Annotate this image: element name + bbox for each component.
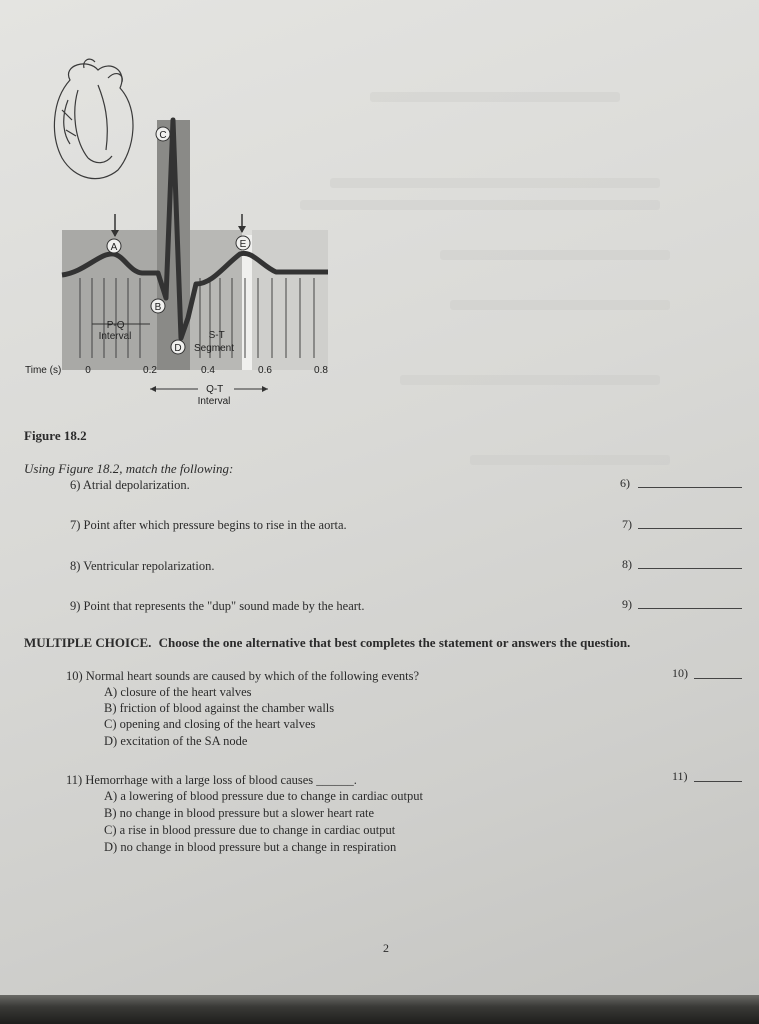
- q11-option-a: A) a lowering of blood pressure due to change in cardiac output: [104, 789, 423, 803]
- answer-blank-6[interactable]: [638, 487, 742, 488]
- qt-line1: Q-T: [206, 384, 224, 395]
- point-b-marker: [151, 299, 165, 313]
- bleed-through: [470, 455, 670, 465]
- question-7: 7) Point after which pressure begins to rise in the aorta.: [70, 518, 347, 532]
- bleed-through: [400, 375, 660, 385]
- st-line2: Segment: [193, 343, 235, 354]
- answer-number-11: 11): [672, 769, 688, 783]
- q11-option-d: D) no change in blood pressure but a change in respiration: [104, 840, 397, 854]
- point-e-label: E: [239, 239, 247, 250]
- answer-number-7: 7): [622, 517, 632, 531]
- qt-line2: Interval: [197, 396, 231, 407]
- bleed-through: [440, 250, 670, 260]
- pq-line2: Interval: [98, 331, 132, 342]
- q10-option-c: C) opening and closing of the heart valves: [104, 717, 316, 731]
- multiple-choice-heading: [24, 635, 630, 651]
- answer-blank-10[interactable]: [694, 678, 742, 679]
- question-8: 8) Ventricular repolarization.: [70, 559, 215, 573]
- point-d-label: D: [174, 343, 182, 354]
- point-b-label: B: [154, 302, 162, 313]
- answer-number-6: 6): [620, 476, 630, 490]
- time-tick: 0.8: [314, 365, 328, 376]
- time-tick: 0.2: [143, 365, 157, 376]
- q10-option-b: B) friction of blood against the chamber walls: [104, 701, 335, 715]
- qt-arrowhead-left: [150, 386, 156, 392]
- time-tick: 0.4: [201, 365, 215, 376]
- question-9: 9) Point that represents the "dup" sound made by the heart.: [70, 599, 365, 613]
- time-tick: 0: [85, 365, 91, 376]
- qt-interval-label: [198, 384, 231, 407]
- time-axis-label: Time (s): [25, 365, 62, 376]
- desk-surface: [0, 995, 759, 1024]
- point-a-label: A: [110, 242, 118, 253]
- bleed-through: [370, 92, 620, 102]
- q10-option-d: D) excitation of the SA node: [104, 734, 248, 748]
- bleed-through: [330, 178, 660, 188]
- mc-heading-title: MULTIPLE CHOICE.: [24, 635, 152, 650]
- figure-caption: Figure 18.2: [24, 428, 87, 443]
- bleed-through: [450, 300, 670, 310]
- question-11: 11) Hemorrhage with a large loss of blood causes ______.: [66, 773, 357, 787]
- heart-illustration: [54, 59, 133, 178]
- q10-option-a: A) closure of the heart valves: [104, 685, 252, 699]
- page-number: 2: [383, 941, 389, 955]
- q11-option-c: C) a rise in blood pressure due to change in cardiac output: [104, 823, 396, 837]
- question-6: 6) Atrial depolarization.: [70, 478, 190, 492]
- t-band: [252, 230, 328, 370]
- point-d-marker: [171, 340, 185, 354]
- time-tick: 0.6: [258, 365, 272, 376]
- pq-line1: P-Q: [106, 320, 125, 331]
- ecg-figure: [0, 40, 360, 420]
- answer-number-8: 8): [622, 557, 632, 571]
- answer-number-9: 9): [622, 597, 632, 611]
- answer-blank-8[interactable]: [638, 568, 742, 569]
- st-line1: S-T: [208, 330, 225, 341]
- answer-blank-7[interactable]: [638, 528, 742, 529]
- qt-arrowhead-right: [262, 386, 268, 392]
- matching-instruction: Using Figure 18.2, match the following:: [24, 461, 234, 476]
- answer-number-10: 10): [672, 666, 688, 680]
- point-c-label: C: [159, 130, 167, 141]
- q11-option-b: B) no change in blood pressure but a slower heart rate: [104, 806, 375, 820]
- mc-heading-instruction: Choose the one alternative that best completes the statement or answers the question.: [158, 635, 631, 650]
- point-c-marker: [156, 127, 170, 141]
- question-10: 10) Normal heart sounds are caused by which of the following events?: [66, 669, 420, 683]
- answer-blank-11[interactable]: [694, 781, 742, 782]
- answer-blank-9[interactable]: [638, 608, 742, 609]
